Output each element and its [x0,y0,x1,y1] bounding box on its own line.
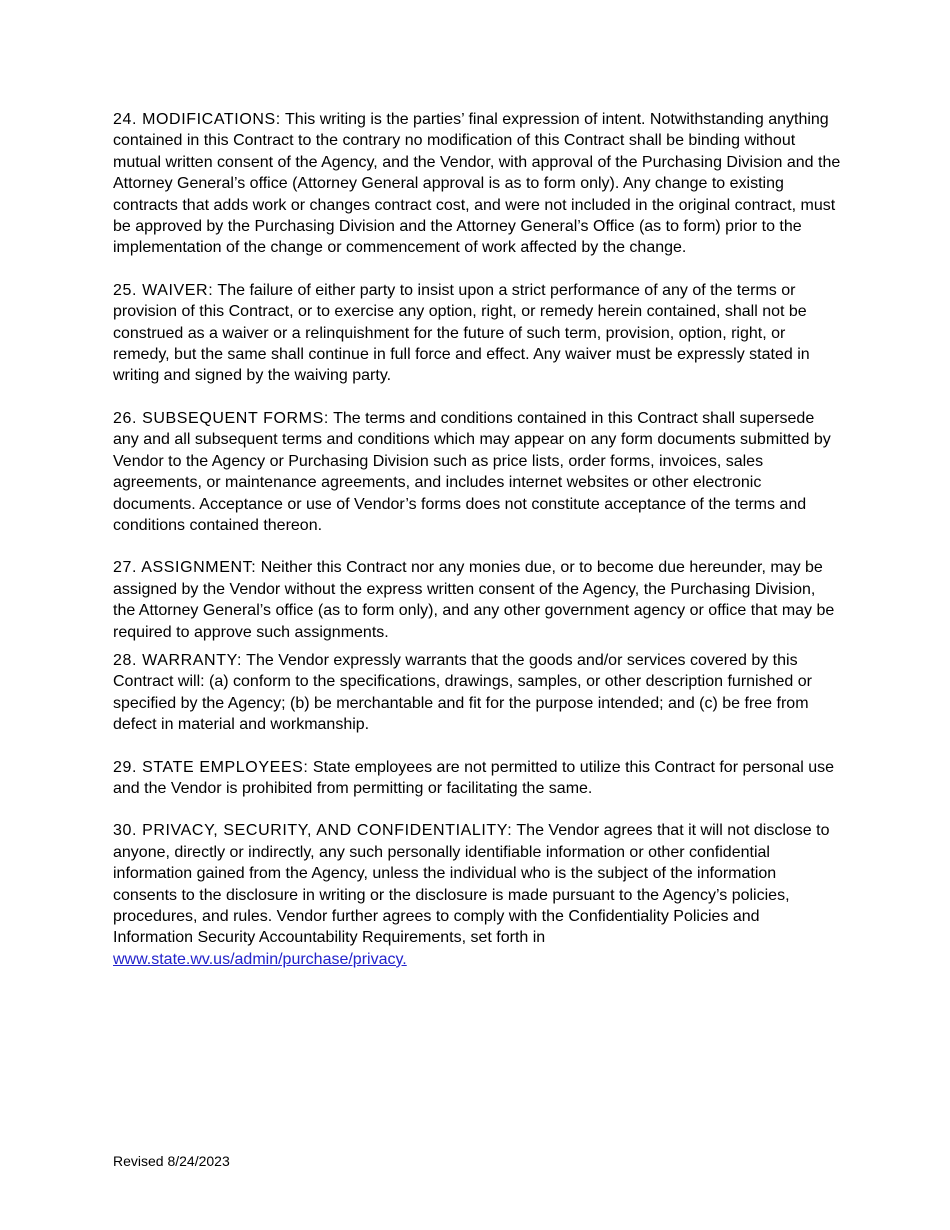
revision-date: Revised 8/24/2023 [113,1153,230,1169]
section-text: Neither this Contract nor any monies due, or to become due hereunder, may be assigned by the Vendor without the express written consent of the Agency, the Purchasing Division, the Attorney General’s office (as to form only), and any other government agency or office that may be required to approve such assignments. [113,559,835,641]
section-assignment [113,557,841,643]
section-modifications [113,109,841,259]
section-heading: 28. WARRANTY: [113,651,243,669]
section-heading: 26. SUBSEQUENT FORMS: [113,409,329,427]
section-text: The failure of either party to insist upon a strict performance of any of the terms or provision of this Contract, or to exercise any option, right, or remedy herein contained, shall not be construed as a waiver or a relinquishment for the future of such term, provision, option, right, or remedy, but the same shall continue in full force and effect. Any waiver must be expressly stated in writing and signed by the waiving party. [113,281,810,385]
section-waiver [113,280,841,387]
section-text: This writing is the parties’ final expression of intent. Notwithstanding anything contained in this Contract to the contrary no modification of this Contract shall be binding without mutual written consent of the Agency, and the Vendor, with approval of the Purchasing Division and the Attorney General’s office (Attorney General approval is as to form only). Any change to existing contracts that adds work or changes contract cost, and were not included in the original contract, must be approved by the Purchasing Division and the Attorney General’s Office (as to form) prior to the implementation of the change or commencement of work affected by the change. [113,111,841,257]
section-heading: 25. WAIVER: [113,281,214,299]
privacy-policy-link[interactable]: www.state.wv.us/admin/purchase/privacy. [113,950,407,968]
section-text: The Vendor agrees that it will not disclose to anyone, directly or indirectly, any such personally identifiable information or other confidential information gained from the Agency, unless the individual who is the subject of the information consents to the disclosure in writing or the disclosure is made pursuant to the Agency’s policies, procedures, and rules. Vendor further agrees to comply with the Confidentiality Policies and Information Security Accountability Requirements, set forth in [113,822,830,947]
section-text: State employees are not permitted to utilize this Contract for personal use and the Vendor is prohibited from permitting or facilitating the same. [113,758,835,797]
section-heading: 29. STATE EMPLOYEES: [113,758,309,776]
document-body [113,109,841,970]
section-warranty [113,650,841,736]
section-text: The terms and conditions contained in this Contract shall supersede any and all subsequent terms and conditions which may appear on any form documents submitted by Vendor to the Agency or Purchasing Division such as price lists, order forms, invoices, sales agreements, or maintenance agreements, and includes internet websites or other electronic documents. Acceptance or use of Vendor’s forms does not constitute acceptance of the terms and conditions contained thereon. [113,409,831,534]
section-heading: 30. PRIVACY, SECURITY, AND CONFIDENTIALITY: [113,822,513,840]
section-subsequent-forms [113,408,841,536]
section-privacy [113,820,841,970]
section-heading: 24. MODIFICATIONS: [113,111,281,128]
section-heading: 27. ASSIGNMENT: [113,559,257,577]
section-state-employees [113,757,841,800]
section-text: The Vendor expressly warrants that the goods and/or services covered by this Contract will: (a) conform to the specifications, drawings, samples, or other description furnished or specified by the Agency; (b) be merchantable and fit for the purpose intended; and (c) be free from defect in material and workmanship. [113,651,812,734]
